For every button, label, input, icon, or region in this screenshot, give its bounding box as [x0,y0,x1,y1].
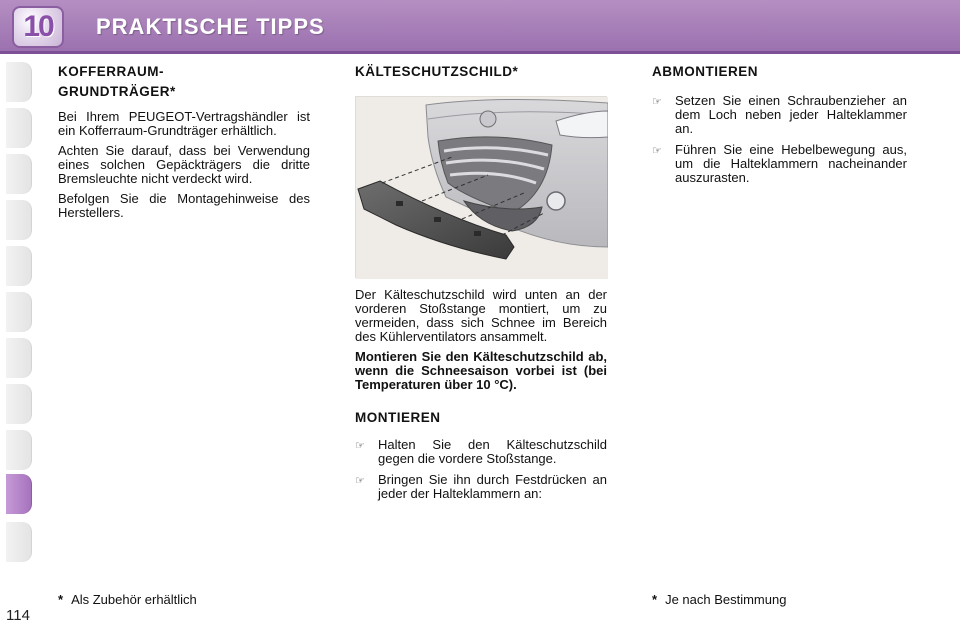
column-kofferraum [58,62,310,226]
chapter-tab-strip [0,62,34,574]
chapter-tab[interactable] [6,292,32,332]
warning-paragraph: Montieren Sie den Kälteschutzschild ab, wenn die Schneesaison vorbei ist (bei Temperaturen über 10 °C). [355,349,607,392]
chapter-tab[interactable] [6,108,32,148]
section-title-line: KOFFERRAUM- [58,64,164,79]
chapter-tab[interactable] [6,338,32,378]
paragraph: Befolgen Sie die Montagehinweise des Herstellers. [58,191,310,220]
footnote-bestimmung [652,592,786,607]
footnote-marker: * [58,592,64,607]
removal-step [652,94,907,136]
mount-step [355,473,607,501]
pointing-hand-icon: ☞ [652,96,662,108]
chapter-number-badge [12,6,64,48]
footnote-zubehoer [58,592,197,607]
grille-shield-illustration [355,96,607,278]
section-title-line: GRUNDTRÄGER* [58,84,176,99]
pointing-hand-icon: ☞ [355,475,365,487]
chapter-number: 10 [23,10,53,43]
chapter-tab[interactable] [6,62,32,102]
column-kaelteschutzschild [355,62,607,508]
paragraph: Bei Ihrem PEUGEOT-Vertragshändler ist ein Kofferraum-Grundträger erhältlich. [58,109,310,138]
removal-step-text: Setzen Sie einen Schraubenzieher an dem Loch neben jeder Halteklammer an. [675,93,907,136]
section-title-kofferraum [58,62,310,102]
paragraph: Der Kälteschutzschild wird unten an der vorderen Stoßstange montiert, um zu vermeiden, dass sich Schnee im Bereich des Kühlerventilators ansammelt. [355,287,607,344]
mount-step-text: Bringen Sie ihn durch Festdrücken an jeder der Halteklammern an: [378,472,607,501]
pointing-hand-icon: ☞ [652,145,662,157]
column-abmontieren [652,62,907,192]
chapter-tab-active[interactable] [6,474,32,514]
removal-step-text: Führen Sie eine Hebelbewegung aus, um die Halteklammern nacheinander auszurasten. [675,142,907,185]
footnote-text: Je nach Bestimmung [665,592,787,607]
footnote-marker: * [652,592,658,607]
chapter-tab[interactable] [6,430,32,470]
chapter-tab[interactable] [6,246,32,286]
page-number: 114 [6,607,30,624]
chapter-tab[interactable] [6,200,32,240]
chapter-tab[interactable] [6,522,32,562]
car-front-shield-drawing [356,97,608,279]
footnote-text: Als Zubehör erhältlich [71,592,197,607]
mount-step [355,438,607,466]
section-title-montieren: MONTIEREN [355,410,441,425]
page-title: PRAKTISCHE TIPPS [96,14,325,39]
pointing-hand-icon: ☞ [355,440,365,452]
paragraph: Achten Sie darauf, dass bei Verwendung eines solchen Gepäckträgers die dritte Bremsleuchte nicht verdeckt wird. [58,143,310,186]
chapter-header-band [0,0,960,54]
section-title-kaelteschutzschild: KÄLTESCHUTZSCHILD* [355,64,519,79]
section-title-abmontieren: ABMONTIEREN [652,64,758,79]
chapter-tab[interactable] [6,154,32,194]
mount-step-text: Halten Sie den Kälteschutzschild gegen die vordere Stoßstange. [378,437,607,466]
chapter-tab[interactable] [6,384,32,424]
removal-step [652,143,907,185]
